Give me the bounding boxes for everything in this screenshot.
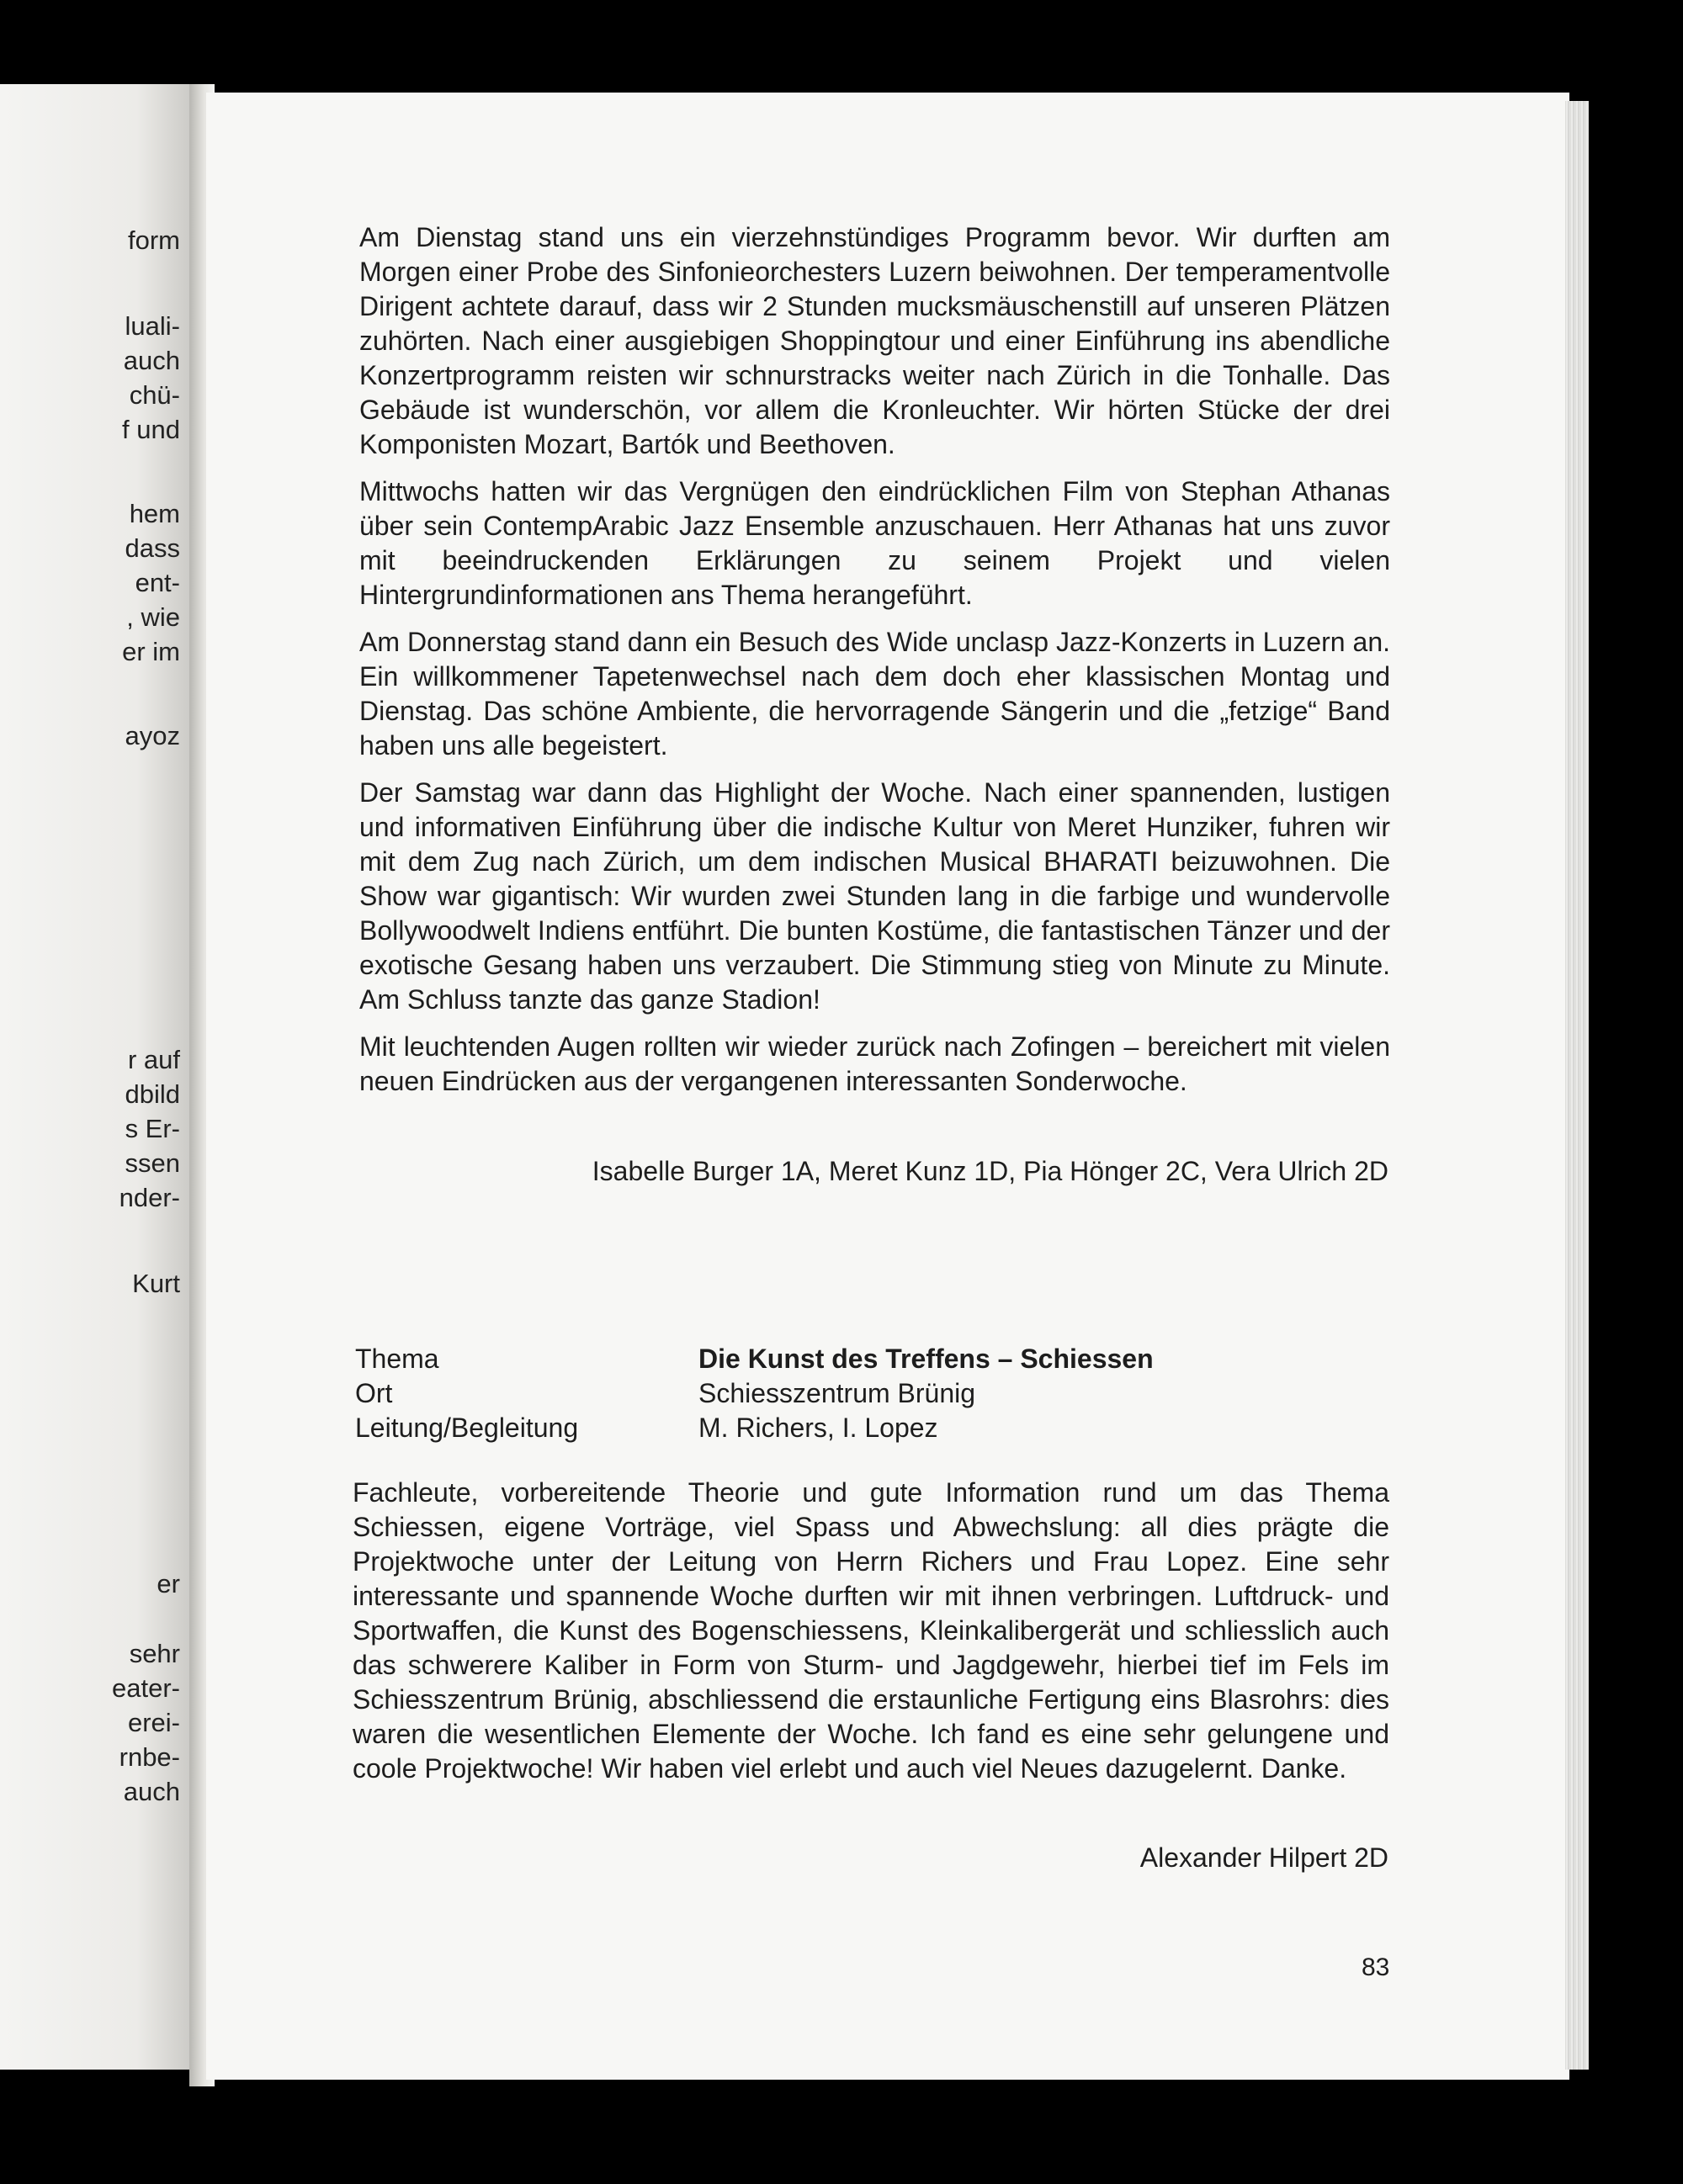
info-row-thema — [355, 1342, 1154, 1376]
article-1-paragraph: Mittwochs hatten wir das Vergnügen den eindrücklichen Film von Stephan Athanas über sein ContempArabic Jazz Ensemble anzuschauen. Herr Athanas hat uns zuvor mit beeindruckenden Erklärungen zu seinem Projekt und vielen Hintergrundinformationen ans Thema herangeführt. — [359, 476, 1390, 610]
article-1-paragraph: Der Samstag war dann das Highlight der Woche. Nach einer spannenden, lustigen und informativen Einführung über die indische Kultur von Meret Hunziker, fuhren wir mit dem Zug nach Zürich, um dem indischen Musical BHARATI beizuwohnen. Die Show war gigantisch: Wir wurden zwei Stunden lang in die farbige und wundervolle Bollywoodwelt Indiens entführt. Die bunten Kostüme, die fantastischen Tänzer und der exotische Gesang haben uns verzaubert. Die Stimmung stieg von Minute zu Minute. Am Schluss tanzte das ganze Stadion! — [359, 777, 1390, 1015]
left-page-fragment: rnbe- — [119, 1742, 180, 1772]
left-page-fragment: nder- — [119, 1183, 180, 1212]
article-2-body — [353, 1476, 1389, 1799]
info-value: Schiesszentrum Brünig — [698, 1378, 976, 1408]
left-page-fragment: ent- — [135, 568, 180, 597]
left-page-fragment: luali- — [125, 311, 180, 341]
left-page — [0, 84, 195, 2070]
left-page-fragment: s Er- — [125, 1114, 180, 1143]
article-1-paragraph: Am Dienstag stand uns ein vierzehnstündiges Programm bevor. Wir durften am Morgen einer Probe des Sinfonieorchesters Luzern beiwohnen. Der temperamentvolle Dirigent achtete darauf, dass wir 2 Stunden mucksmäuschenstill auf unseren Plätzen zuhörten. Nach einer ausgiebigen Shoppingtour und einer Einführung ins abendliche Konzertprogramm reisten wir schnurstracks weiter nach Zürich in die Tonhalle. Das Gebäude ist wunderschön, vor allem die Kronleuchter. Wir hörten Stücke der drei Komponisten Mozart, Bartók und Beethoven. — [359, 222, 1390, 459]
left-page-fragment: dass — [125, 533, 180, 563]
left-page-fragment: eater- — [112, 1673, 180, 1703]
info-row-ort — [355, 1376, 1154, 1411]
left-page-fragment: r auf — [127, 1045, 180, 1074]
article-2-paragraph: Fachleute, vorbereitende Theorie und gute Information rund um das Thema Schiessen, eigene Vorträge, viel Spass und Abwechslung: all dies prägte die Projektwoche unter der Leitung von Herrn Richers und Frau Lopez. Eine sehr interessante und spannende Woche durften wir mit ihnen verbringen. Luftdruck- und Sportwaffen, die Kunst des Bogenschiessens, Kleinkalibergerät und schliesslich auch das schwerere Kaliber in Form von Sturm- und Jagdgewehr, hierbei tief im Fels im Schiesszentrum Brünig, abschliessend die erstaunliche Fertigung eins Blasrohrs: dies waren die wesentlichen Elemente der Woche. Ich fand es eine sehr gelungene und coole Projektwoche! Wir haben viel erlebt und auch viel Neues dazugelernt. Danke. — [353, 1477, 1389, 1784]
left-page-fragment: ssen — [125, 1148, 180, 1178]
left-page-fragment: form — [128, 225, 180, 255]
article-1-paragraph: Mit leuchtenden Augen rollten wir wieder zurück nach Zofingen – bereichert mit vielen neuen Eindrücken aus der vergangenen interessanten Sonderwoche. — [359, 1031, 1390, 1096]
info-label: Thema — [355, 1344, 439, 1374]
left-page-fragment: f und — [122, 415, 180, 444]
page-number: 83 — [1362, 1953, 1390, 1981]
article-2-signature: Alexander Hilpert 2D — [1139, 1842, 1388, 1873]
article-1-signature: Isabelle Burger 1A, Meret Kunz 1D, Pia Hönger 2C, Vera Ulrich 2D — [592, 1156, 1388, 1186]
left-page-fragment: er — [157, 1569, 180, 1598]
info-label: Leitung/Begleitung — [355, 1413, 579, 1443]
article-1-paragraph: Am Donnerstag stand dann ein Besuch des Wide unclasp Jazz-Konzerts in Luzern an. Ein willkommener Tapetenwechsel nach dem doch eher klassischen Montag und Dienstag. Das schöne Ambiente, die hervorragende Sängerin und die „fetzige“ Band haben uns alle begeistert. — [359, 627, 1390, 761]
left-page-fragment: , wie — [126, 602, 180, 632]
left-page-fragment: auch — [123, 1777, 180, 1806]
left-page-fragment: hem — [129, 499, 180, 528]
left-page-fragment: ayoz — [125, 721, 180, 750]
left-page-fragment: sehr — [129, 1639, 180, 1668]
project-info-table — [355, 1342, 1154, 1445]
left-page-fragment: erei- — [127, 1708, 180, 1737]
left-page-fragment: dbild — [125, 1079, 180, 1109]
left-page-fragment: auch — [123, 346, 180, 375]
info-label: Ort — [355, 1378, 393, 1408]
article-1-body — [359, 220, 1390, 1111]
left-page-fragment: er im — [122, 637, 180, 666]
project-title: Die Kunst des Treffens – Schiessen — [698, 1344, 1154, 1374]
left-page-fragment: chü- — [129, 380, 180, 410]
scan-border — [0, 0, 1683, 84]
info-row-leitung — [355, 1411, 1154, 1445]
left-page-fragment: Kurt — [132, 1269, 180, 1298]
page-edges — [1565, 101, 1589, 2070]
info-value: M. Richers, I. Lopez — [698, 1413, 938, 1443]
